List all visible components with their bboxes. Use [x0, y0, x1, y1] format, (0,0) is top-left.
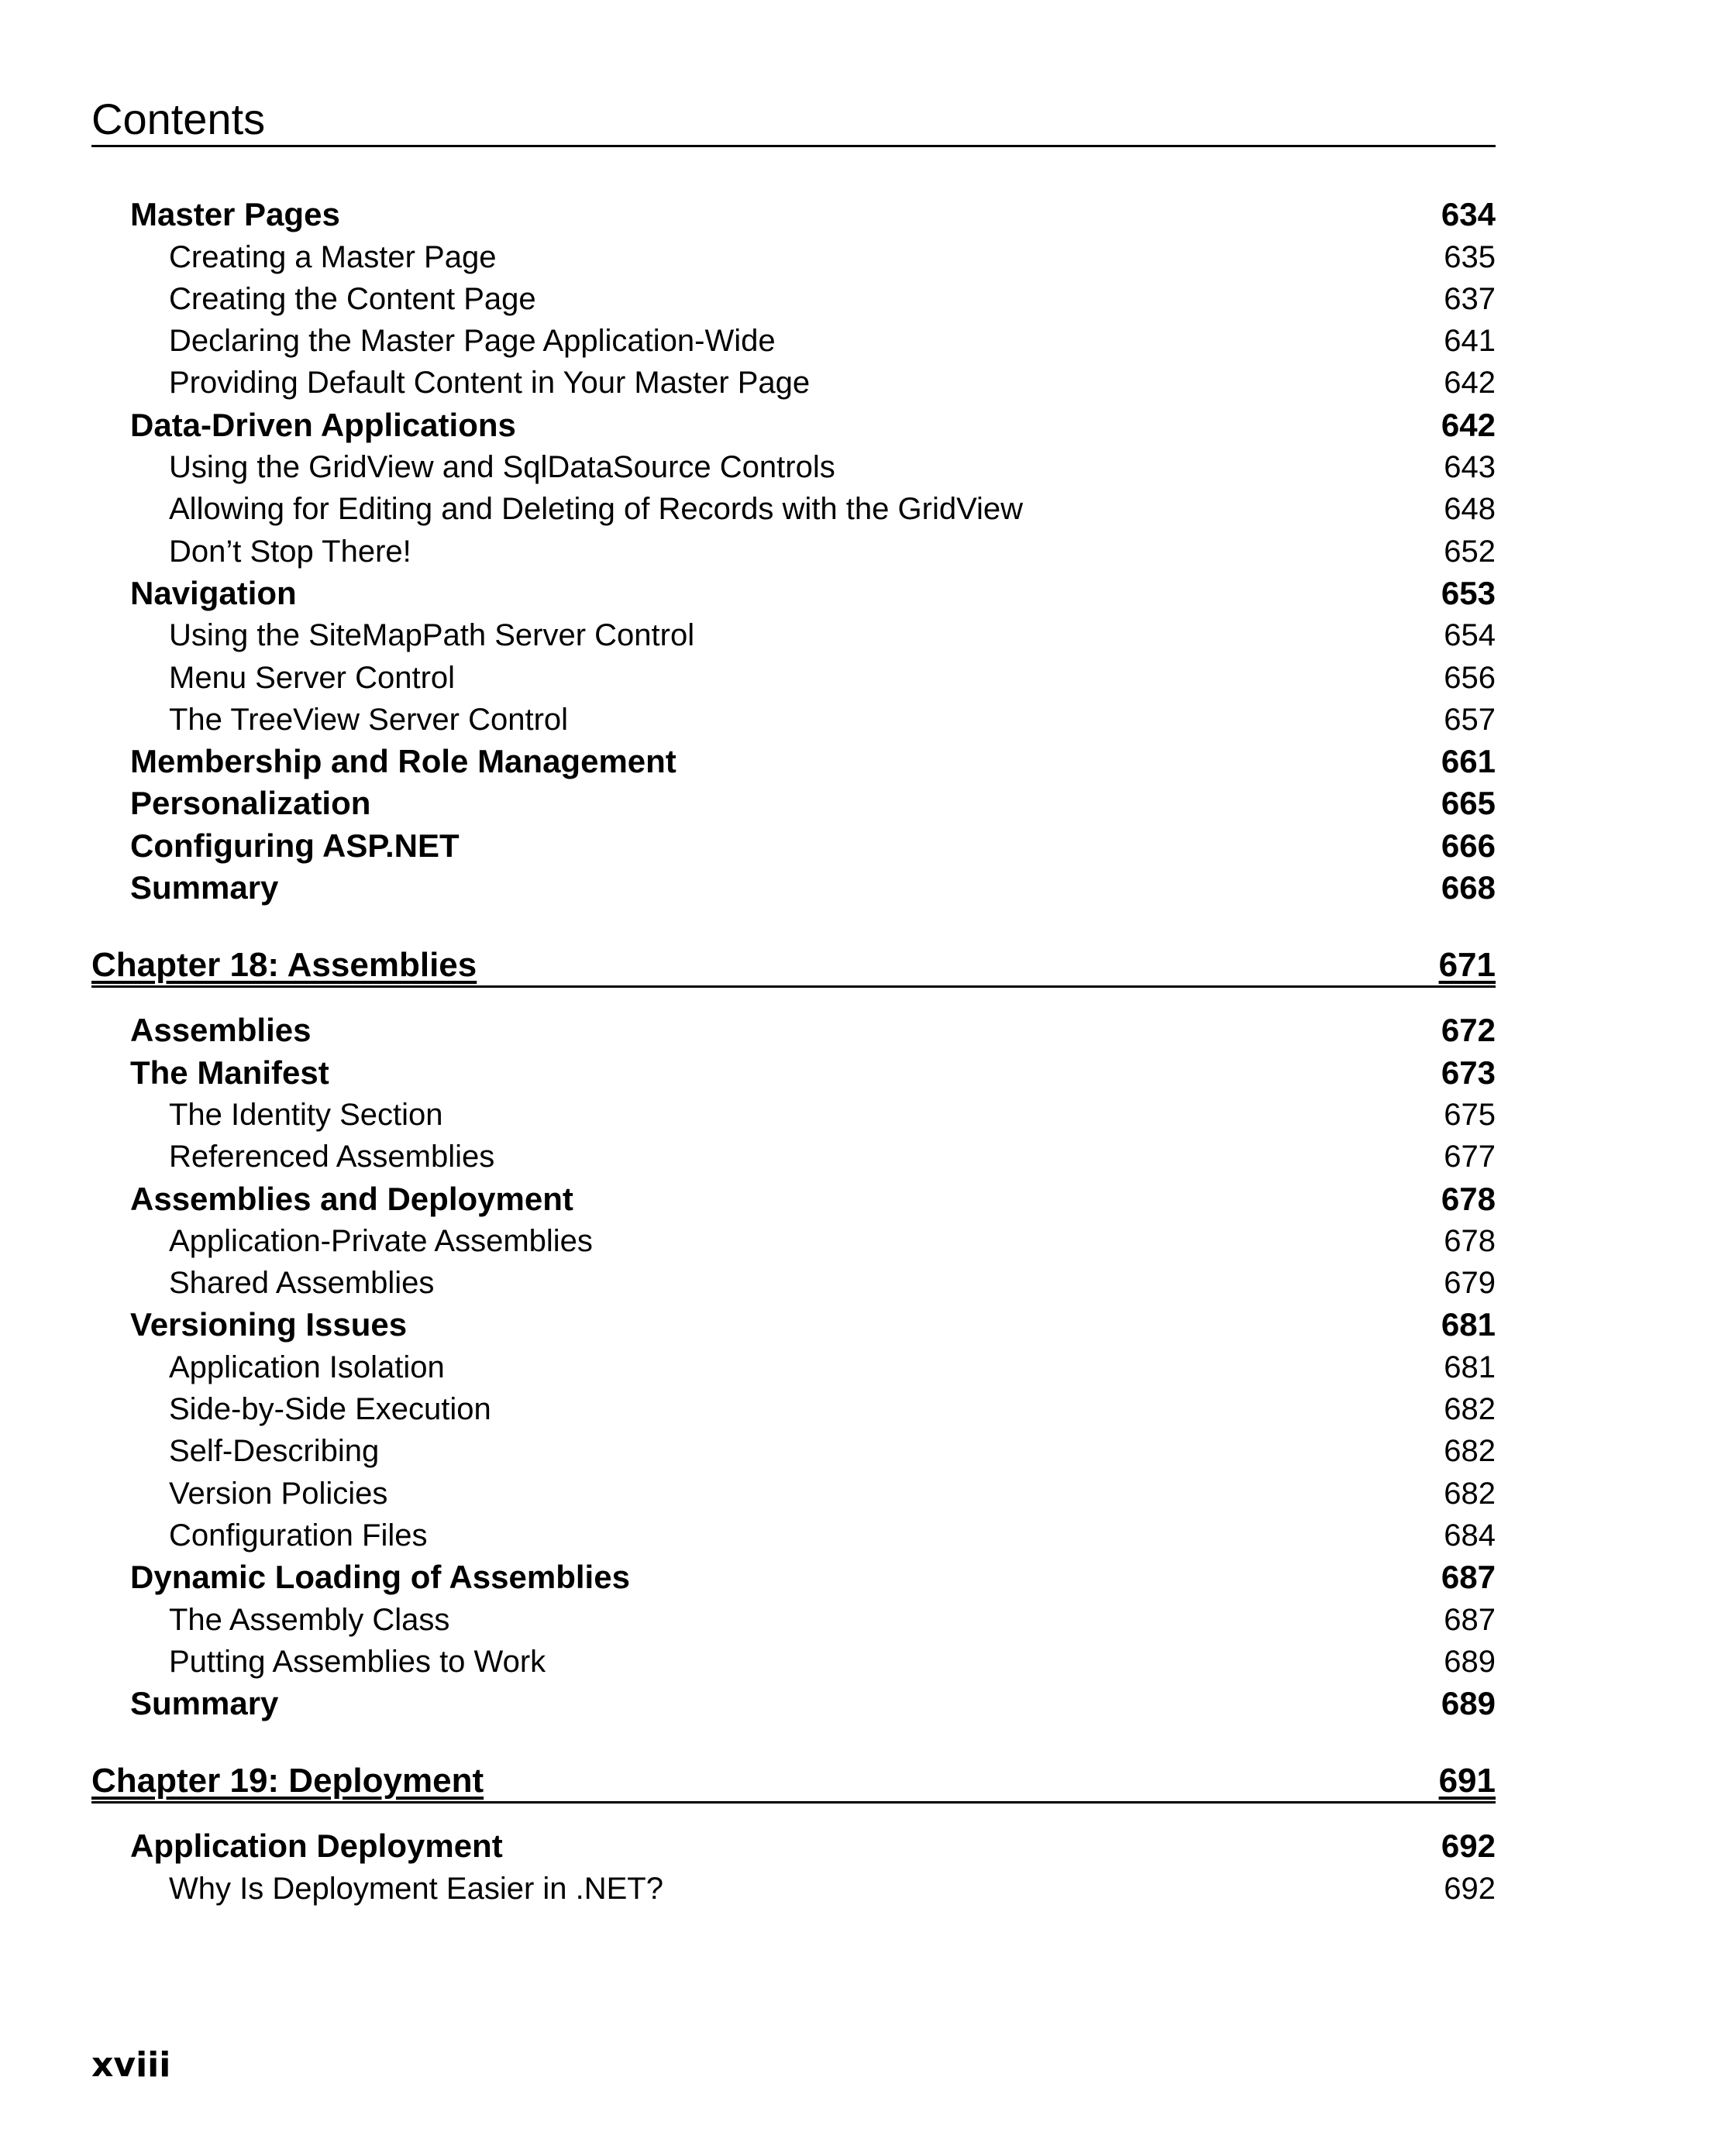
- toc-subsection-entry[interactable]: [91, 1638, 1496, 1680]
- toc-entry-label: The TreeView Server Control: [169, 702, 569, 737]
- toc-entry-label: Summary: [130, 869, 279, 906]
- toc-entry-page: 642: [1441, 406, 1496, 443]
- toc-subsection-entry[interactable]: [91, 1595, 1496, 1637]
- chapter-title: Chapter 18: Assemblies: [91, 946, 477, 985]
- toc-subsection-entry[interactable]: [91, 1091, 1496, 1133]
- toc-entry-page: 668: [1441, 869, 1496, 906]
- toc-section-entry[interactable]: [91, 1006, 1496, 1048]
- toc-entry-label: Self-Describing: [169, 1434, 380, 1469]
- toc-section-entry[interactable]: [91, 191, 1496, 232]
- toc-entry-page: 653: [1441, 574, 1496, 611]
- toc-subsection-entry[interactable]: [91, 1864, 1496, 1906]
- toc-section-entry[interactable]: [91, 738, 1496, 779]
- toc-entry-page: 661: [1441, 743, 1496, 780]
- toc-entry-label: Using the GridView and SqlDataSource Controls: [169, 450, 835, 485]
- toc-entry-label: Summary: [130, 1685, 279, 1722]
- toc-subsection-entry[interactable]: [91, 696, 1496, 738]
- toc-entry-label: Application Isolation: [169, 1350, 445, 1384]
- toc-chapter-heading[interactable]: [91, 937, 1496, 988]
- toc-entry-page: 666: [1441, 827, 1496, 864]
- toc-subsection-entry[interactable]: [91, 611, 1496, 653]
- toc-entry-page: 677: [1444, 1140, 1496, 1174]
- toc-section-entry[interactable]: [91, 1174, 1496, 1216]
- toc-subsection-entry[interactable]: [91, 443, 1496, 485]
- toc-entry-page: 634: [1441, 196, 1496, 233]
- toc-entry-page: 652: [1444, 534, 1496, 569]
- toc-subsection-entry[interactable]: [91, 275, 1496, 317]
- toc-entry-label: The Assembly Class: [169, 1602, 450, 1637]
- toc-entry-label: Allowing for Editing and Deleting of Records with the GridView: [169, 492, 1024, 527]
- toc-entry-page: 675: [1444, 1097, 1496, 1132]
- chapter-page: 671: [1438, 946, 1496, 985]
- toc-entry-page: 689: [1441, 1685, 1496, 1722]
- toc-entry-page: 642: [1444, 366, 1496, 401]
- toc-entry-label: Membership and Role Management: [130, 743, 677, 780]
- toc-subsection-entry[interactable]: [91, 359, 1496, 401]
- toc-entry-page: 643: [1444, 450, 1496, 485]
- toc-entry-label: Configuration Files: [169, 1518, 428, 1553]
- toc-subsection-entry[interactable]: [91, 1427, 1496, 1469]
- toc-subsection-entry[interactable]: [91, 485, 1496, 527]
- toc-subsection-entry[interactable]: [91, 1133, 1496, 1174]
- toc-entry-page: 682: [1444, 1476, 1496, 1511]
- toc-section-entry[interactable]: [91, 401, 1496, 442]
- toc-subsection-entry[interactable]: [91, 1385, 1496, 1427]
- toc-entry-label: Navigation: [130, 574, 297, 611]
- toc-entry-page: 656: [1444, 660, 1496, 695]
- toc-subsection-entry[interactable]: [91, 1259, 1496, 1301]
- toc-entry-label: Using the SiteMapPath Server Control: [169, 618, 695, 653]
- toc-entry-label: Assemblies: [130, 1012, 312, 1049]
- toc-section-entry[interactable]: [91, 1553, 1496, 1595]
- table-of-contents: [91, 191, 1496, 1907]
- toc-entry-label: Shared Assemblies: [169, 1266, 435, 1301]
- toc-entry-label: Personalization: [130, 785, 371, 822]
- toc-entry-page: 687: [1444, 1602, 1496, 1637]
- toc-entry-label: Declaring the Master Page Application-Wide: [169, 324, 776, 359]
- toc-subsection-entry[interactable]: [91, 317, 1496, 359]
- toc-entry-page: 682: [1444, 1392, 1496, 1427]
- toc-section-entry[interactable]: [91, 779, 1496, 821]
- toc-section-entry[interactable]: [91, 1680, 1496, 1721]
- toc-entry-label: Side-by-Side Execution: [169, 1392, 491, 1427]
- chapter-page: 691: [1438, 1762, 1496, 1800]
- toc-entry-page: 679: [1444, 1266, 1496, 1301]
- toc-entry-label: Application-Private Assemblies: [169, 1223, 593, 1258]
- toc-chapter-heading[interactable]: [91, 1752, 1496, 1804]
- toc-entry-page: 681: [1441, 1306, 1496, 1343]
- toc-subsection-entry[interactable]: [91, 527, 1496, 569]
- toc-entry-label: The Manifest: [130, 1054, 329, 1091]
- toc-entry-page: 637: [1444, 281, 1496, 316]
- toc-entry-label: Putting Assemblies to Work: [169, 1644, 546, 1679]
- toc-section-entry[interactable]: [91, 1301, 1496, 1343]
- toc-subsection-entry[interactable]: [91, 232, 1496, 274]
- toc-section-entry[interactable]: [91, 821, 1496, 863]
- toc-entry-label: Don’t Stop There!: [169, 534, 411, 569]
- toc-section-entry[interactable]: [91, 1822, 1496, 1864]
- toc-section-entry[interactable]: [91, 864, 1496, 906]
- toc-subsection-entry[interactable]: [91, 1217, 1496, 1259]
- toc-entry-page: 684: [1444, 1518, 1496, 1553]
- toc-entry-page: 682: [1444, 1434, 1496, 1469]
- toc-entry-page: 692: [1444, 1871, 1496, 1906]
- toc-entry-page: 678: [1444, 1223, 1496, 1258]
- toc-subsection-entry[interactable]: [91, 1343, 1496, 1384]
- toc-entry-label: Master Pages: [130, 196, 340, 233]
- toc-entry-page: 657: [1444, 702, 1496, 737]
- toc-entry-page: 681: [1444, 1350, 1496, 1384]
- toc-entry-label: The Identity Section: [169, 1097, 443, 1132]
- toc-subsection-entry[interactable]: [91, 1511, 1496, 1553]
- toc-entry-label: Menu Server Control: [169, 660, 456, 695]
- toc-entry-label: Creating a Master Page: [169, 239, 497, 274]
- toc-entry-label: Data-Driven Applications: [130, 406, 516, 443]
- toc-entry-page: 648: [1444, 492, 1496, 527]
- page-header: [91, 91, 1496, 147]
- page-title: Contents: [91, 95, 266, 143]
- toc-section-entry[interactable]: [91, 1048, 1496, 1090]
- chapter-title: Chapter 19: Deployment: [91, 1762, 484, 1800]
- toc-entry-label: Versioning Issues: [130, 1306, 408, 1343]
- toc-entry-label: Assemblies and Deployment: [130, 1180, 573, 1217]
- toc-entry-page: 654: [1444, 618, 1496, 653]
- toc-entry-page: 689: [1444, 1644, 1496, 1679]
- toc-entry-page: 641: [1444, 324, 1496, 359]
- toc-entry-label: Why Is Deployment Easier in .NET?: [169, 1871, 663, 1906]
- toc-entry-label: Application Deployment: [130, 1828, 503, 1865]
- toc-entry-label: Providing Default Content in Your Master Page: [169, 366, 811, 401]
- toc-section-entry[interactable]: [91, 569, 1496, 611]
- toc-entry-label: Version Policies: [169, 1476, 388, 1511]
- toc-entry-page: 678: [1441, 1180, 1496, 1217]
- toc-entry-page: 665: [1441, 785, 1496, 822]
- toc-entry-page: 687: [1441, 1559, 1496, 1596]
- toc-entry-page: 672: [1441, 1012, 1496, 1049]
- toc-entry-label: Creating the Content Page: [169, 281, 536, 316]
- toc-subsection-entry[interactable]: [91, 1469, 1496, 1511]
- toc-entry-page: 673: [1441, 1054, 1496, 1091]
- toc-entry-page: 635: [1444, 239, 1496, 274]
- toc-entry-label: Dynamic Loading of Assemblies: [130, 1559, 630, 1596]
- toc-entry-label: Referenced Assemblies: [169, 1140, 495, 1174]
- toc-entry-page: 692: [1441, 1828, 1496, 1865]
- toc-entry-label: Configuring ASP.NET: [130, 827, 460, 864]
- toc-subsection-entry[interactable]: [91, 653, 1496, 695]
- page-number: xviii: [91, 2045, 171, 2085]
